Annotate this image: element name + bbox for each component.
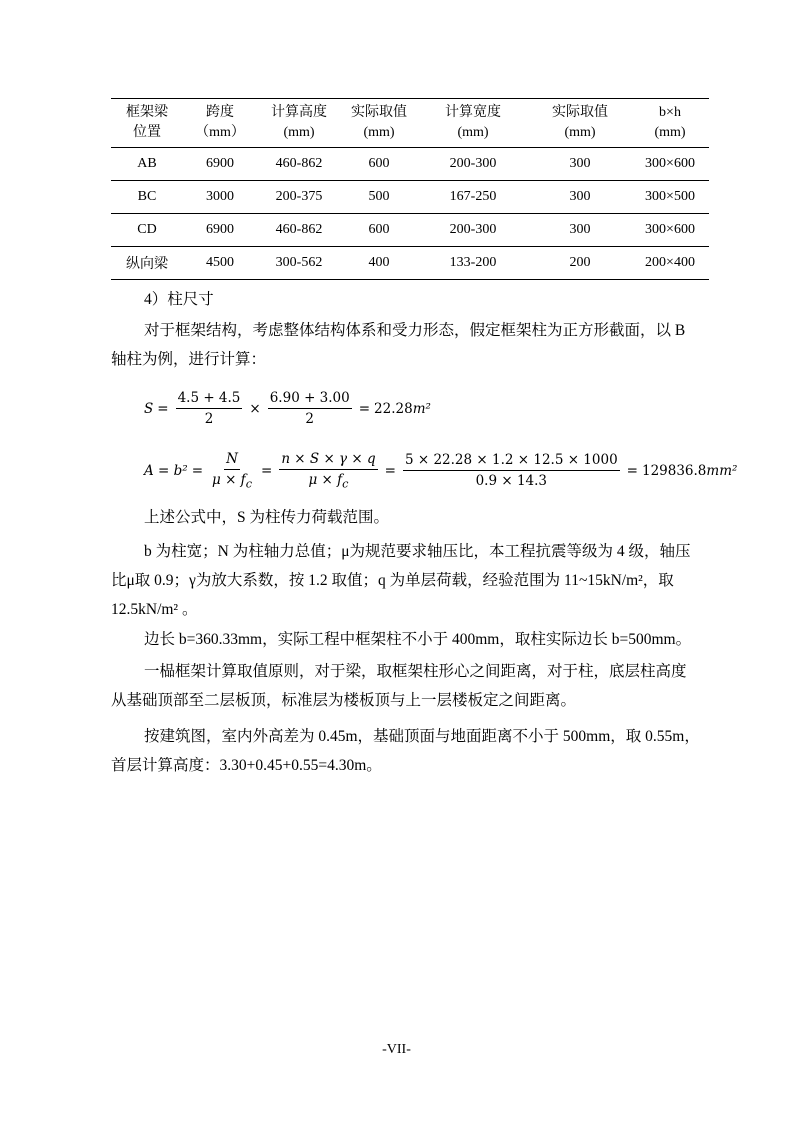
table-cell: 纵向梁 — [126, 257, 168, 272]
header-cell: 框架梁 位置 — [126, 105, 168, 140]
formula-unit: mm² — [706, 462, 738, 479]
header-cell: b×h (mm) — [654, 105, 686, 140]
table-cell: 4500 — [206, 255, 234, 270]
table-cell: 300 — [569, 156, 591, 171]
formula-fraction: $\frac{4.5 + 4.5}{2}$ — [177, 390, 241, 427]
table-cell: CD — [137, 222, 157, 237]
table-cell: 600 — [368, 156, 390, 171]
header-cell: 计算宽度 (mm) — [445, 105, 501, 140]
formula-lhs: A = b² — [144, 462, 188, 479]
table-cell: 133-200 — [449, 255, 497, 270]
table-row — [111, 148, 709, 181]
paragraph-principle: 一榀框架计算取值原则，对于梁，取框架柱形心之间距离，对于柱，底层柱高度从基础顶部至二层板顶，标准层为楼板顶与上一层楼板定之间距离。 — [111, 663, 687, 709]
formula-fraction: $\frac{5 \times 22.28 \times 1.2 \times 12.5 \times 1000}{0.9 \times 14.3}$ — [404, 452, 618, 490]
table-cell: 200 — [569, 255, 591, 270]
table-header-row — [111, 99, 709, 148]
table-row — [111, 214, 709, 247]
table-cell: 6900 — [206, 156, 234, 171]
header-cell: 实际取值 (mm) — [552, 105, 608, 140]
formula-fraction: $\frac{n \times S \times \gamma \times q}{\mu \times f_c}$ — [281, 451, 376, 491]
section-heading: 4）柱尺寸 — [144, 291, 214, 308]
formula-fraction: $\frac{N}{\mu \times f_c}$ — [212, 451, 252, 491]
page-number: -VII- — [382, 1042, 411, 1057]
table-cell: 300×600 — [645, 222, 695, 237]
formula-fraction: $\frac{6.90 + 3.00}{2}$ — [269, 390, 350, 427]
formula-area-a: A = b² = $\frac{N}{\mu \times f_c}$ = $\frac{n \times S \times \gamma \times q}{\mu \times f_c}$ = $\frac{5 \times 22.28 \times 1.2 \times 12.5 \times 1000}{0.9 \times 14.3}$ = 129836.8 mm² — [144, 451, 738, 491]
formula-lhs: S — [144, 400, 154, 417]
formula-unit: m² — [412, 400, 431, 417]
table-cell: 167-250 — [449, 189, 497, 204]
table-cell: 600 — [368, 222, 390, 237]
table-cell: 3000 — [206, 189, 234, 204]
table-cell: 200×400 — [645, 255, 695, 270]
beam-size-table — [111, 98, 709, 280]
formula-area-s: S = $\frac{4.5 + 4.5}{2}$ × $\frac{6.90 + 3.00}{2}$ = 22.28 m² — [144, 390, 431, 427]
table-row — [111, 247, 709, 280]
header-cell: 实际取值 (mm) — [351, 105, 407, 140]
table-cell: 200-375 — [275, 189, 323, 204]
table-cell: AB — [137, 156, 157, 171]
table-cell: 300 — [569, 189, 591, 204]
table-cell: 6900 — [206, 222, 234, 237]
table-cell: 300×600 — [645, 156, 695, 171]
table-cell: 400 — [368, 255, 390, 270]
table-cell: 200-300 — [449, 156, 497, 171]
paragraph-edge-length: 边长 b=360.33mm，实际工程中框架柱不小于 400mm，取柱实际边长 b=500mm。 — [144, 631, 692, 648]
table-cell: 300-562 — [275, 255, 323, 270]
formula-result: 22.28 — [374, 400, 413, 417]
formula-result: 129836.8 — [641, 462, 707, 479]
table-cell: 460-862 — [275, 156, 323, 171]
table-cell: 500 — [368, 189, 390, 204]
paragraph-intro: 对于框架结构，考虑整体结构体系和受力形态，假定框架柱为正方形截面，以 B 轴柱为例，进行计算： — [111, 322, 686, 368]
table-row — [111, 181, 709, 214]
table-cell: 460-862 — [275, 222, 323, 237]
header-cell: 计算高度 (mm) — [271, 105, 327, 140]
table-cell: 200-300 — [449, 222, 497, 237]
table-cell: BC — [137, 189, 157, 204]
paragraph-s-definition: 上述公式中，S 为柱传力荷载范围。 — [144, 509, 389, 526]
paragraph-variable-definitions: b 为柱宽；N 为柱轴力总值；μ为规范要求轴压比，本工程抗震等级为 4 级，轴压比μ取 0.9；γ为放大系数，按 1.2 取值；q 为单层荷载，经验范围为 11~15kN/m²，取 12.5kN/m² 。 — [111, 543, 691, 618]
table-cell: 300 — [569, 222, 591, 237]
header-cell: 跨度 （mm） — [195, 105, 245, 140]
paragraph-first-floor-height: 按建筑图，室内外高差为 0.45m，基础顶面与地面距离不小于 500mm，取 0.55m，首层计算高度：3.30+0.45+0.55=4.30m。 — [111, 728, 700, 774]
table-cell: 300×500 — [645, 189, 695, 204]
